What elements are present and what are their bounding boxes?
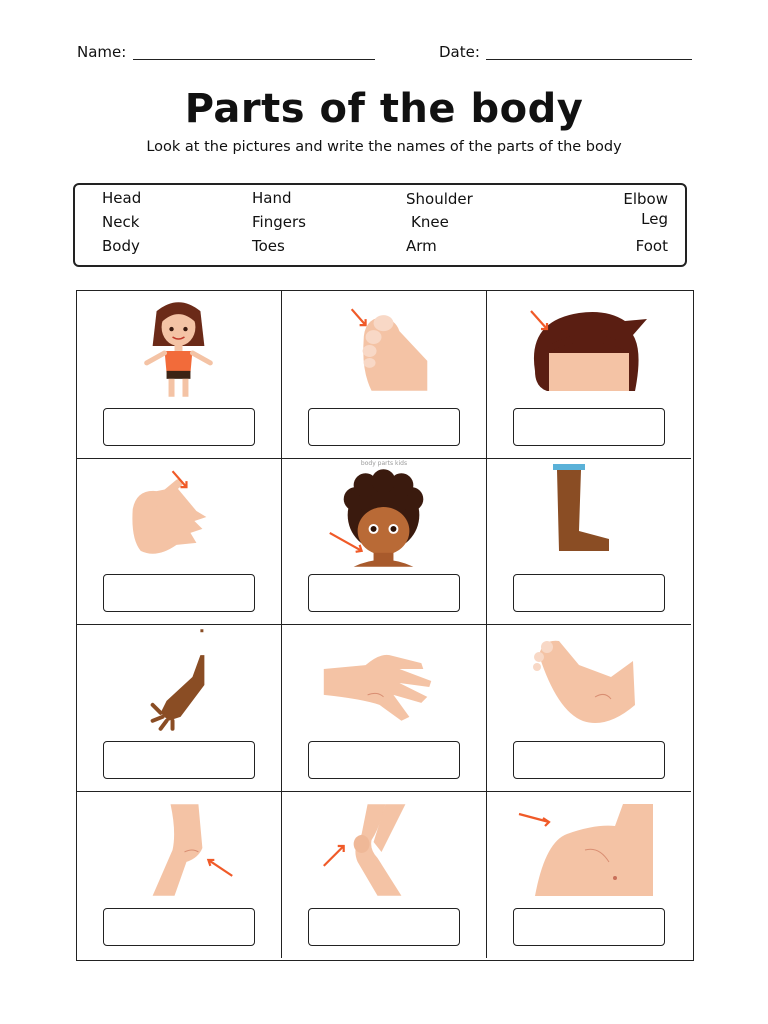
picture-grid — [76, 290, 694, 961]
word-bank-item: Body — [102, 237, 140, 255]
shoulder-icon — [487, 792, 691, 902]
answer-box[interactable] — [308, 908, 460, 946]
word-bank-item: Hand — [252, 189, 292, 207]
grid-cell — [77, 291, 282, 459]
grid-cell — [487, 625, 691, 792]
leg-icon — [487, 459, 691, 569]
page-title: Parts of the body — [184, 86, 584, 132]
word-bank-item: Elbow — [623, 190, 668, 208]
hand-finger-icon — [77, 459, 281, 569]
word-bank-item: Neck — [102, 213, 140, 231]
grid-cell — [282, 459, 487, 625]
answer-box[interactable] — [103, 741, 255, 779]
grid-cell — [487, 291, 691, 459]
grid-cell — [487, 459, 691, 625]
grid-cell — [77, 459, 282, 625]
word-bank-item: Toes — [252, 237, 285, 255]
word-bank — [73, 183, 687, 267]
hand-icon — [282, 625, 486, 735]
grid-cell — [77, 792, 282, 958]
girl-body-icon — [77, 291, 281, 401]
word-bank-item: Foot — [635, 237, 668, 255]
answer-box[interactable] — [308, 574, 460, 612]
knee-icon — [282, 792, 486, 902]
name-label: Name: — [77, 43, 127, 61]
answer-box[interactable] — [308, 741, 460, 779]
instructions: Look at the pictures and write the names of the parts of the body — [146, 139, 622, 155]
word-bank-item: Fingers — [252, 213, 306, 231]
name-field[interactable] — [133, 59, 375, 60]
grid-cell — [282, 625, 487, 792]
answer-box[interactable] — [513, 408, 665, 446]
grid-cell — [77, 625, 282, 792]
foot-icon — [487, 625, 691, 735]
watermark-text: body parts kids — [360, 460, 408, 467]
word-bank-item: Leg — [641, 210, 668, 228]
word-bank-item: Arm — [406, 237, 437, 255]
date-field[interactable] — [486, 59, 692, 60]
word-bank-item: Head — [102, 189, 142, 207]
word-bank-item: Knee — [411, 213, 449, 231]
boy-neck-icon — [282, 459, 486, 569]
grid-cell — [282, 792, 487, 958]
grid-cell — [487, 792, 691, 958]
elbow-icon — [77, 792, 281, 902]
toe-icon — [282, 291, 486, 401]
answer-box[interactable] — [103, 408, 255, 446]
head-hair-icon — [487, 291, 691, 401]
grid-cell — [282, 291, 487, 459]
answer-box[interactable] — [513, 574, 665, 612]
date-label: Date: — [439, 43, 480, 61]
answer-box[interactable] — [103, 574, 255, 612]
answer-box[interactable] — [513, 741, 665, 779]
answer-box[interactable] — [308, 408, 460, 446]
answer-box[interactable] — [103, 908, 255, 946]
arm-icon — [77, 625, 281, 735]
word-bank-item: Shoulder — [406, 190, 473, 208]
answer-box[interactable] — [513, 908, 665, 946]
